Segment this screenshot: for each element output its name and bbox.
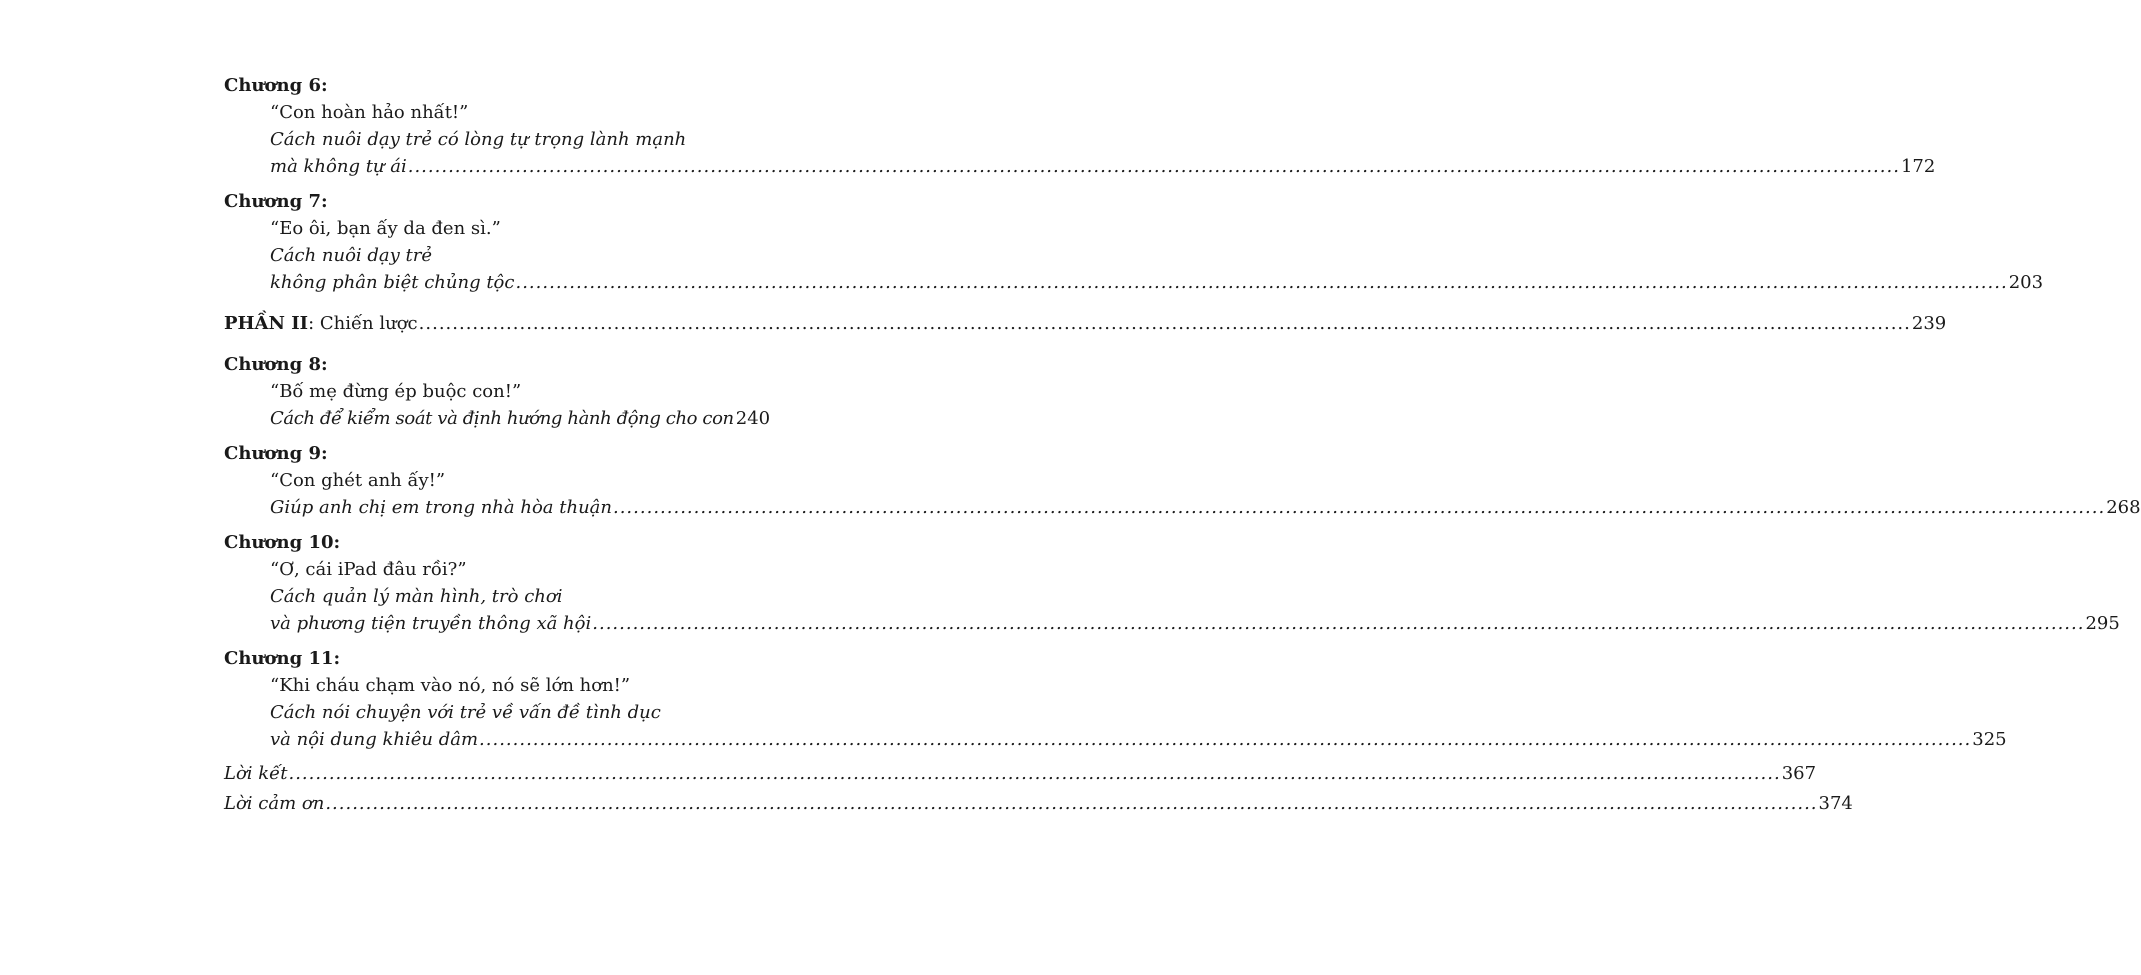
dot-leader <box>515 269 2007 296</box>
chapter-subtitle-end: mà không tự ái <box>270 156 407 177</box>
chapter-heading: Chương 6: <box>224 75 328 96</box>
page-number: 239 <box>1911 313 1947 334</box>
chapter-quote: “Khi cháu chạm vào nó, nó sẽ lớn hơn!” <box>270 675 631 696</box>
chapter-heading: Chương 11: <box>224 648 341 669</box>
chapter-subtitle-line <box>224 269 2044 296</box>
chapter-quote: “Ơ, cái iPad đâu rồi?” <box>270 559 467 580</box>
chapter-subtitle: Cách quản lý màn hình, trò chơi <box>270 586 563 607</box>
page-number: 367 <box>1781 763 1817 784</box>
chapter-subtitle: Cách nuôi dạy trẻ <box>270 245 433 266</box>
chapter-heading: Chương 10: <box>224 532 341 553</box>
page-number: 203 <box>2008 272 2044 293</box>
toc-entry-chapter-6 <box>224 72 1936 180</box>
chapter-quote: “Bố mẹ đừng ép buộc con!” <box>270 381 522 402</box>
page-number: 240 <box>735 408 771 429</box>
toc-entry-chapter-11 <box>224 645 2007 753</box>
toc-entry-chapter-8 <box>224 351 771 432</box>
toc-entry-epilogue <box>224 759 1817 789</box>
chapter-subtitle-line <box>224 726 2007 753</box>
chapter-quote: “Con ghét anh ấy!” <box>270 470 446 491</box>
chapter-subtitle-end: và phương tiện truyền thông xã hội <box>270 613 592 634</box>
chapter-heading: Chương 8: <box>224 354 328 375</box>
acknowledgements-title: Lời cảm ơn <box>224 793 325 814</box>
dot-leader <box>419 310 1911 337</box>
epilogue-title: Lời kết <box>224 763 288 784</box>
chapter-heading: Chương 7: <box>224 191 328 212</box>
chapter-quote: “Con hoàn hảo nhất!” <box>270 102 469 123</box>
chapter-quote: “Eo ôi, bạn ấy da đen sì.” <box>270 218 501 239</box>
chapter-subtitle-end: và nội dung khiêu dâm <box>270 729 479 750</box>
dot-leader <box>613 494 2105 521</box>
chapter-subtitle: Cách nói chuyện với trẻ về vấn đề tình dục <box>270 702 661 723</box>
chapter-heading: Chương 9: <box>224 443 328 464</box>
page-number: 374 <box>1818 793 1853 814</box>
part-label: PHẦN II <box>224 313 309 334</box>
dot-leader <box>479 726 1971 753</box>
dot-leader <box>325 789 1817 819</box>
part-name: : Chiến lược <box>308 313 418 334</box>
chapter-subtitle-line <box>224 405 771 432</box>
chapter-subtitle: Cách để kiểm soát và định hướng hành động cho con <box>270 408 734 429</box>
page-number: 268 <box>2106 497 2141 518</box>
chapter-subtitle: Cách nuôi dạy trẻ có lòng tự trọng lành mạnh <box>270 129 687 150</box>
toc-entry-chapter-9 <box>224 440 2141 521</box>
chapter-subtitle-line <box>224 494 2141 521</box>
chapter-subtitle-line <box>224 610 2120 637</box>
part-title <box>224 310 418 337</box>
dot-leader <box>408 153 1900 180</box>
page-number: 325 <box>1972 729 2007 750</box>
page-number: 295 <box>2085 613 2120 634</box>
dot-leader <box>288 759 1780 789</box>
chapter-subtitle: Giúp anh chị em trong nhà hòa thuận <box>270 497 612 518</box>
table-of-contents <box>224 72 2141 819</box>
toc-entry-chapter-10 <box>224 529 2120 637</box>
toc-entry-part-2 <box>224 310 1947 337</box>
dot-leader <box>592 610 2084 637</box>
chapter-subtitle-line <box>224 153 1936 180</box>
toc-entry-chapter-7 <box>224 188 2044 296</box>
chapter-subtitle-end: không phân biệt chủng tộc <box>270 272 515 293</box>
page-number: 172 <box>1900 156 1936 177</box>
toc-entry-acknowledgements <box>224 789 1853 819</box>
